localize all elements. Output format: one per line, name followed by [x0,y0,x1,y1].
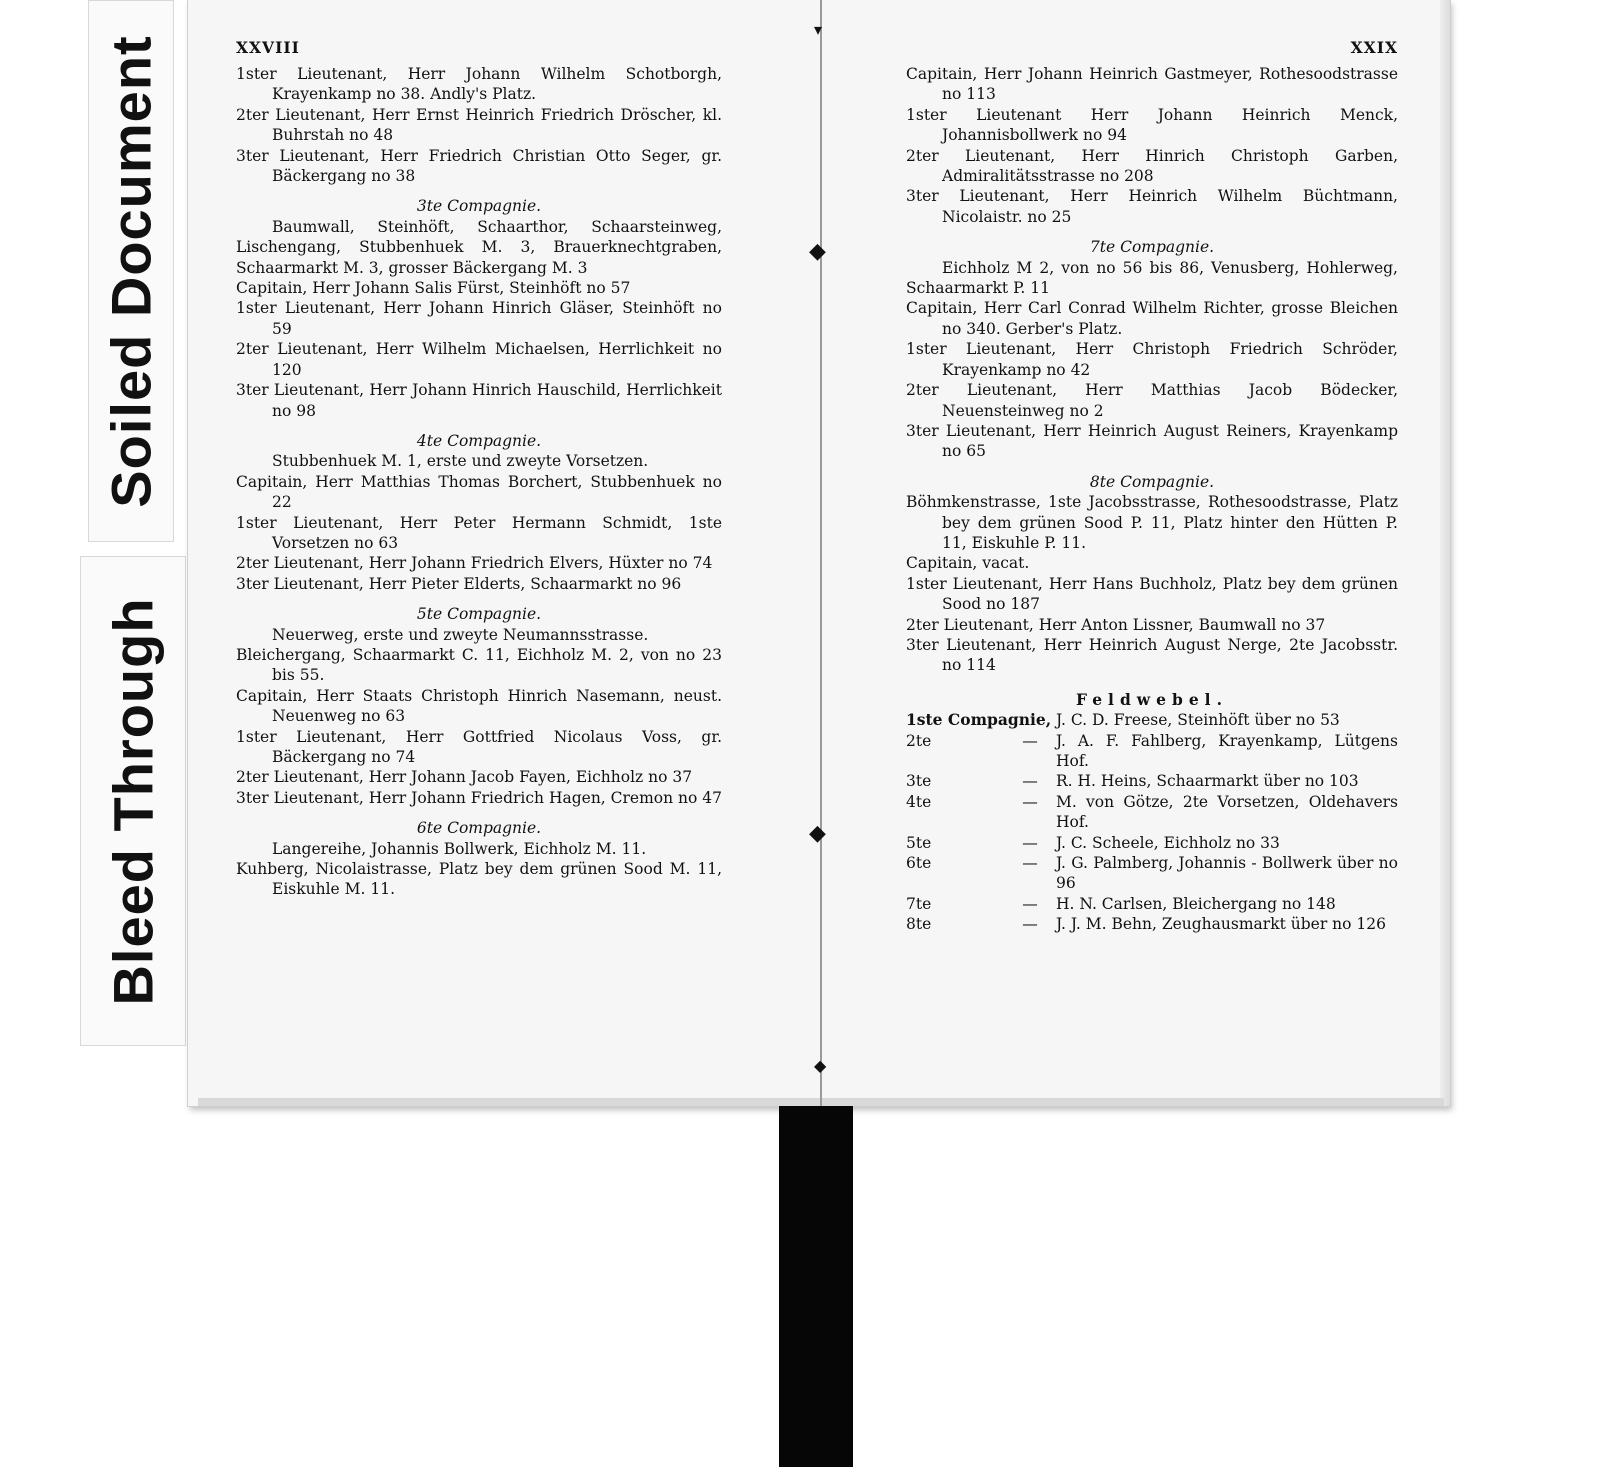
feldwebel-row [906,771,1398,791]
roster-entry: 1ster Lieutenant, Herr Peter Hermann Schmidt, 1ste Vorsetzen no 63 [236,513,722,552]
company-heading: 7te Compagnie. [1089,238,1215,257]
watermark-banner-top [88,0,174,542]
page-number-left: XXVIII [236,38,300,57]
roster-entry: 1ster Lieutenant, Herr Hans Buchholz, Platz bey dem grünen Sood no 187 [906,574,1398,614]
company-heading: 8te Compagnie. [1089,472,1215,491]
book-spine [820,0,822,1106]
company-heading: 4te Compagnie. [416,431,542,450]
roster-entry: Kuhberg, Nicolaistrasse, Platz bey dem grünen Sood M. 11, Eiskuhle M. 11. [236,860,722,899]
watermark-text-top: Soiled Document [99,34,163,508]
roster-entry: 2ter Lieutenant, Herr Wilhelm Michaelsen, Herrlichkeit no 120 [236,340,722,379]
roster-entry: Capitain, Herr Staats Christoph Hinrich Nasemann, neust. Neuenweg no 63 [236,686,722,726]
company-heading: 5te Compagnie. [416,605,542,624]
feldwebel-name-address: J. G. Palmberg, Johannis - Bollwerk über no 96 [1056,854,1398,893]
feldwebel-heading: Feldwebel. [1076,689,1228,709]
district-description: Baumwall, Steinhöft, Schaarthor, Schaarsteinweg, Lischengang, Stubbenhuek M. 3, Brauerknechtgraben, Schaarmarkt M. 3, grosser Bäckergang M. 3 [236,217,722,277]
roster-entry: 1ster Lieutenant, Herr Christoph Friedrich Schröder, Krayenkamp no 42 [906,340,1398,379]
ditto-dash: — [1022,833,1038,852]
roster-entry: 1ster Lieutenant, Herr Johann Wilhelm Schotborgh, Krayenkamp no 38. Andly's Platz. [236,65,722,104]
district-description: Stubbenhuek M. 1, erste und zweyte Vorsetzen. [272,452,649,471]
feldwebel-name-address: J. A. F. Fahlberg, Krayenkamp, Lütgens Hof. [1056,731,1398,770]
feldwebel-company: 4te [906,792,932,811]
feldwebel-name-address: M. von Götze, 2te Vorsetzen, Oldehavers Hof. [1056,792,1398,832]
roster-entry: 2ter Lieutenant, Herr Matthias Jacob Bödecker, Neuensteinweg no 2 [906,381,1398,420]
roster-entry: 3ter Lieutenant, Herr Friedrich Christian Otto Seger, gr. Bäckergang no 38 [236,146,722,186]
feldwebel-row [906,894,1398,914]
ditto-dash: — [1022,854,1038,873]
roster-entry: 3ter Lieutenant, Herr Johann Friedrich Hagen, Cremon no 47 [236,788,723,807]
feldwebel-row [906,853,1398,894]
spine-mark-top-icon: ▾ [814,20,823,39]
ditto-dash: — [1022,792,1038,811]
feldwebel-company: 5te [906,833,932,852]
roster-entry: 1ster Lieutenant, Herr Gottfried Nicolaus Voss, gr. Bäckergang no 74 [236,727,722,766]
page-number-right: XXIX [1350,38,1398,57]
feldwebel-company: 2te [906,731,932,750]
roster-entry: Capitain, Herr Johann Heinrich Gastmeyer, Rothesoodstrasse no 113 [906,65,1398,104]
feldwebel-name-address: R. H. Heins, Schaarmarkt über no 103 [1056,772,1359,791]
feldwebel-row [906,731,1398,772]
left-page-entries [236,64,722,900]
roster-entry: Capitain, Herr Johann Salis Fürst, Steinhöft no 57 [236,279,631,298]
roster-entry: Böhmkenstrasse, 1ste Jacobsstrasse, Rothesoodstrasse, Platz bey dem grünen Sood P. 11, Platz hinter den Hütten P. 11, Eiskuhle P. 11. [906,493,1398,552]
feldwebel-row [906,914,1398,934]
feldwebel-row [906,833,1398,853]
feldwebel-row [906,792,1398,833]
watermark-banner-bottom [80,556,186,1046]
feldwebel-company: 6te [906,854,932,873]
roster-entry: 2ter Lieutenant, Herr Anton Lissner, Baumwall no 37 [906,615,1326,634]
roster-entry: 3ter Lieutenant, Herr Heinrich August Reiners, Krayenkamp no 65 [906,421,1398,461]
roster-entry: Capitain, Herr Carl Conrad Wilhelm Richter, grosse Bleichen no 340. Gerber's Platz. [906,299,1398,338]
ditto-dash: — [1022,731,1038,750]
feldwebel-list [906,710,1398,934]
roster-entry: Capitain, Herr Matthias Thomas Borchert, Stubbenhuek no 22 [236,472,722,512]
roster-entry: 1ster Lieutenant Herr Johann Heinrich Menck, Johannisbollwerk no 94 [906,105,1398,145]
spine-mark-bottom-icon: ◆ [814,1056,827,1075]
feldwebel-company: 3te [906,772,932,791]
roster-entry: 3ter Lieutenant, Herr Johann Hinrich Hauschild, Herrlichkeit no 98 [236,381,722,420]
feldwebel-name-address: H. N. Carlsen, Bleichergang no 148 [1056,894,1336,913]
company-heading: 3te Compagnie. [416,197,542,216]
roster-entry: 2ter Lieutenant, Herr Hinrich Christoph Garben, Admiralitätsstrasse no 208 [906,146,1398,186]
roster-entry: Capitain, vacat. [906,554,1030,573]
feldwebel-company: 1ste Compagnie, [906,710,1052,730]
roster-entry: 3ter Lieutenant, Herr Heinrich August Nerge, 2te Jacobsstr. no 114 [906,635,1398,675]
left-page [236,38,722,900]
district-description: Eichholz M 2, von no 56 bis 86, Venusberg, Hohlerweg, Schaarmarkt P. 11 [906,258,1398,298]
district-description: Langereihe, Johannis Bollwerk, Eichholz M. 11. [272,839,647,858]
roster-entry: 2ter Lieutenant, Herr Ernst Heinrich Friedrich Dröscher, kl. Buhrstah no 48 [236,105,722,145]
company-heading: 6te Compagnie. [416,819,542,838]
roster-entry: 3ter Lieutenant, Herr Pieter Elderts, Schaarmarkt no 96 [236,574,682,593]
roster-entry: 2ter Lieutenant, Herr Johann Friedrich Elvers, Hüxter no 74 [236,554,713,573]
spine-hole-top-icon: ◆ [809,239,826,264]
bookmark-ribbon [779,1106,853,1467]
feldwebel-name-address: J. C. D. Freese, Steinhöft über no 53 [1056,711,1340,730]
right-page [906,38,1398,935]
roster-entry: 3ter Lieutenant, Herr Heinrich Wilhelm Büchtmann, Nicolaistr. no 25 [906,187,1398,226]
watermark-text-bottom: Bleed Through [101,596,165,1006]
feldwebel-name-address: J. J. M. Behn, Zeughausmarkt über no 126 [1056,915,1386,934]
page-edge [1440,0,1450,1106]
district-description: Neuerweg, erste und zweyte Neumannsstrasse. [272,625,649,644]
roster-entry: 2ter Lieutenant, Herr Johann Jacob Fayen, Eichholz no 37 [236,768,693,787]
right-page-entries [906,64,1398,676]
roster-entry: 1ster Lieutenant, Herr Johann Hinrich Gläser, Steinhöft no 59 [236,299,722,338]
feldwebel-row [906,710,1398,730]
feldwebel-name-address: J. C. Scheele, Eichholz no 33 [1056,833,1280,852]
ditto-dash: — [1022,894,1038,913]
feldwebel-company: 8te [906,915,932,934]
ditto-dash: — [1022,915,1038,934]
spine-hole-bottom-icon: ◆ [809,821,826,846]
ditto-dash: — [1022,772,1038,791]
roster-entry: Bleichergang, Schaarmarkt C. 11, Eichholz M. 2, von no 23 bis 55. [236,645,722,685]
feldwebel-company: 7te [906,894,932,913]
